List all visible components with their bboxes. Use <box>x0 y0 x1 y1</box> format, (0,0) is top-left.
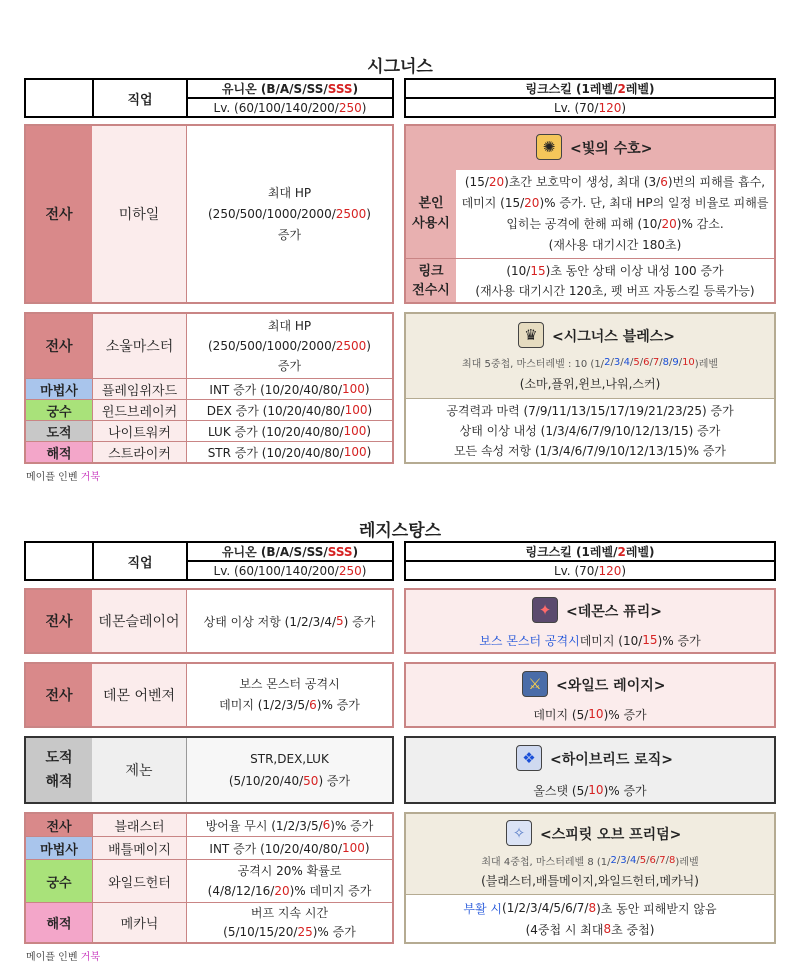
skill-name: <빛의 수호> <box>570 141 653 157</box>
job-name: 미하일 <box>118 207 160 223</box>
cygnus-header-link <box>404 78 776 118</box>
class-badge: 궁수 <box>26 400 92 420</box>
skill-effect-2: 상태 이상 내성 (1/3/4/6/7/9/10/12/13/15) 증가 <box>459 423 721 438</box>
union-effect: LUK 증가 (10/20/40/80/ 100 ) <box>187 421 392 441</box>
class-badge: 도적 <box>26 421 92 441</box>
union-effect: STR,DEX,LUK (5/10/20/40/50) 증가 <box>187 738 392 802</box>
resistance-header-link <box>404 541 776 581</box>
link-transfer-effect: (10/15)초 동안 상태 이상 내성 100 증가 (재사용 대기시간 120초, 펫 버프 자동스킬 등록가능) <box>456 259 774 302</box>
skill-name: <하이브리드 로직> <box>550 752 674 768</box>
union-effect: INT 증가 (10/20/40/80/ 100 ) <box>187 837 392 859</box>
header-link: 링크스킬 (1레벨/ 2 레벨) <box>525 544 655 559</box>
skill-name: <스피릿 오브 프리덤> <box>540 827 682 843</box>
class-badge: 전사 <box>26 814 92 836</box>
class-badge: 도적 해적 <box>26 738 92 802</box>
hybrid-logic-icon: ❖ <box>516 745 542 771</box>
cygnus-group-union-card <box>24 312 394 464</box>
job-name: 배틀메이지 <box>108 842 171 858</box>
union-effect: 최대 HP (250/500/1000/2000/2500) 증가 <box>187 126 392 302</box>
footer-credit: 메이플 인벤 거북 <box>26 952 100 963</box>
skill-name: <시그너스 블레스> <box>552 329 676 345</box>
link-transfer-label: 링크 전수시 <box>406 259 456 302</box>
class-badge: 마법사 <box>26 379 92 399</box>
section-title-cygnus: 시그너스 <box>367 57 433 77</box>
skill-effect-1: 공격력과 마력 (7/9/11/13/15/17/19/21/23/25) 증가 <box>446 403 734 418</box>
skill-name: <와일드 레이지> <box>556 678 666 694</box>
skill-classes: (블래스터,배틀메이지,와일드헌터,메카닉) <box>481 873 699 888</box>
union-effect: 방어율 무시 (1/2/3/5/ 6 )% 증가 <box>187 814 392 836</box>
header-job: 직업 <box>127 555 153 571</box>
demons-fury-icon: ✦ <box>532 597 558 623</box>
class-badge: 전사 <box>26 314 92 378</box>
class-badge: 전사 <box>26 126 92 302</box>
wild-rage-icon: ⚔ <box>522 671 548 697</box>
job-name: 소울마스터 <box>105 339 174 355</box>
skill-classes: (소마,플위,윈브,나워,스커) <box>519 376 661 391</box>
class-badge: 마법사 <box>26 837 92 859</box>
header-job: 직업 <box>127 92 153 108</box>
skill-effect: 올스탯 (5/ 10 )% 증가 <box>533 783 647 798</box>
job-name: 데몬슬레이어 <box>98 614 180 630</box>
demon-avenger-union-card <box>24 662 394 728</box>
union-effect: 보스 몬스터 공격시 데미지 (1/2/3/5/6)% 증가 <box>187 664 392 726</box>
mihile-link-card <box>404 124 776 304</box>
class-badge: 해적 <box>26 903 92 942</box>
union-effect: DEX 증가 (10/20/40/80/ 100 ) <box>187 400 392 420</box>
shield-light-icon: ✺ <box>536 134 562 160</box>
job-name: 나이트워커 <box>108 425 171 441</box>
header-link: 링크스킬 (1레벨/ 2 레벨) <box>525 81 655 96</box>
spirit-of-freedom-icon: ✧ <box>506 820 532 846</box>
footer-credit: 메이플 인벤 거북 <box>26 472 100 483</box>
skill-effect-2: (4중첩 시 최대 8 초 중첩) <box>525 922 655 937</box>
job-name: 와일드헌터 <box>108 875 171 891</box>
header-link-lv: Lv. (70/ 120 ) <box>553 100 627 115</box>
union-effect: INT 증가 (10/20/40/80/ 100 ) <box>187 379 392 399</box>
union-effect: 상태 이상 저항 (1/2/3/4/ 5 ) 증가 <box>187 590 392 652</box>
job-name: 윈드브레이커 <box>101 404 178 420</box>
cygnus-bless-card <box>404 312 776 464</box>
job-name: 메카닉 <box>120 917 159 932</box>
job-name: 데몬 어벤져 <box>102 688 176 704</box>
hybrid-logic-card <box>404 736 776 804</box>
union-effect: 공격시 20% 확률로 (4/8/12/16/20)% 데미지 증가 <box>187 860 392 902</box>
cygnus-header-union <box>24 78 394 118</box>
mihile-union-card <box>24 124 394 304</box>
header-link-lv: Lv. (70/ 120 ) <box>553 563 627 578</box>
demons-fury-card <box>404 588 776 654</box>
self-use-effect: (15/20)초간 보호막이 생성, 최대 (3/6)번의 피해를 흡수, 데미지 (15/20)% 증가. 단, 최대 HP의 일정 비율로 피해를 입히는 공격에 한해 피해 (10/20)% 감소. (재사용 대기시간 180초) <box>456 170 774 258</box>
class-badge: 전사 <box>26 664 92 726</box>
skill-effect: 보스 몬스터 공격시 데미지 (10/ 15 )% 증가 <box>479 633 701 648</box>
header-union: 유니온 (B/A/S/SS/ SSS ) <box>221 81 359 96</box>
header-union-lv: Lv. (60/100/140/200/ 250 ) <box>213 563 367 578</box>
header-union-lv: Lv. (60/100/140/200/ 250 ) <box>213 100 367 115</box>
resistance-header-union <box>24 541 394 581</box>
skill-effect-3: 모든 속성 저항 (1/3/4/6/7/9/10/12/13/15)% 증가 <box>453 443 727 458</box>
skill-effect-1: 부활 시 (1/2/3/4/5/6/7/ 8 )초 동안 피해받지 않음 <box>463 901 717 916</box>
skill-stack-info: 최대 5중첩, 마스터레벨 : 10 (1/ 2 / 3 / 4 / 5 / 6 / 7 / 8 / 9 / 10 )레벨 <box>461 356 719 370</box>
wild-rage-card <box>404 662 776 728</box>
demon-slayer-union-card <box>24 588 394 654</box>
section-title-resistance: 레지스탕스 <box>358 521 442 541</box>
skill-effect: 데미지 (5/ 10 )% 증가 <box>533 707 647 722</box>
job-name: 플레임위자드 <box>101 383 178 399</box>
spirit-of-freedom-card <box>404 812 776 944</box>
job-name: 제논 <box>125 763 153 779</box>
skill-stack-info: 최대 4중첩, 마스터레벨 8 (1/ 2 / 3 / 4 / 5 / 6 / 7 / 8 )레벨 <box>481 854 699 868</box>
union-effect: 최대 HP (250/500/1000/2000/2500) 증가 <box>187 314 392 378</box>
xenon-union-card <box>24 736 394 804</box>
class-badge: 해적 <box>26 442 92 462</box>
job-name: 스트라이커 <box>108 446 171 462</box>
class-badge: 전사 <box>26 590 92 652</box>
union-effect: STR 증가 (10/20/40/80/ 100 ) <box>187 442 392 462</box>
resistance-group-union-card <box>24 812 394 944</box>
cygnus-bless-icon: ♛ <box>518 322 544 348</box>
job-name: 블래스터 <box>114 819 165 835</box>
self-use-label: 본인 사용시 <box>406 170 456 258</box>
skill-name: <데몬스 퓨리> <box>566 604 662 620</box>
union-effect: 버프 지속 시간 (5/10/15/20/25)% 증가 <box>187 903 392 942</box>
header-union: 유니온 (B/A/S/SS/ SSS ) <box>221 544 359 559</box>
class-badge: 궁수 <box>26 860 92 902</box>
